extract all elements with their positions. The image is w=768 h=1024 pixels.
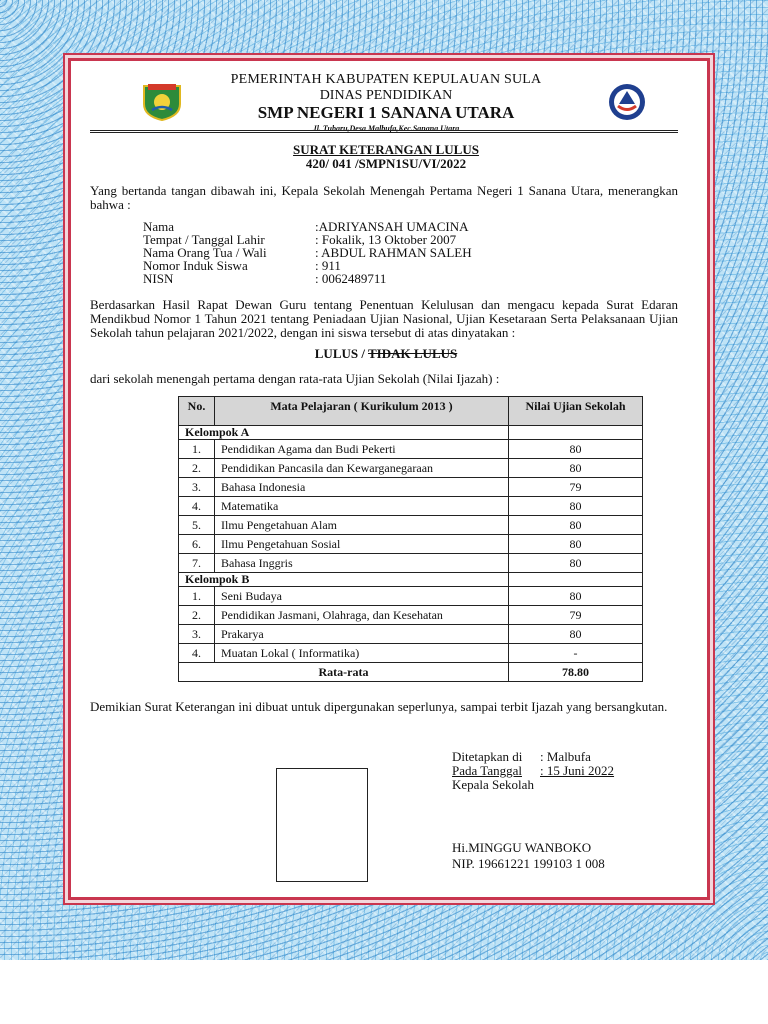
table-row (179, 516, 643, 535)
header-subject: Mata Pelajaran ( Kurikulum 2013 ) (215, 397, 509, 426)
table-row (179, 440, 643, 459)
row-subject: Bahasa Indonesia (215, 478, 509, 497)
closing-paragraph: Demikian Surat Keterangan ini dibuat untuk dipergunakan seperlunya, sampai terbit Ijazah yang bersangkutan. (90, 699, 668, 714)
letterhead (72, 72, 700, 135)
table-row (179, 497, 643, 516)
date-value: : 15 Juni 2022 (540, 763, 615, 778)
government-name: PEMERINTAH KABUPATEN KEPULAUAN SULA (230, 72, 542, 87)
row-no: 5. (179, 516, 215, 535)
table-header-row (179, 397, 643, 426)
average-intro: dari sekolah menengah pertama dengan rata-rata Ujian Sekolah (Nilai Ijazah) : (90, 371, 500, 386)
signer-role: Kepala Sekolah (452, 777, 534, 792)
row-subject: Pendidikan Agama dan Budi Pekerti (215, 440, 509, 459)
table-row (179, 606, 643, 625)
school-address: Jl. Tubaru,Desa Malbufa,Kec.Sanana Utara (312, 124, 460, 133)
row-subject: Pendidikan Pancasila dan Kewarganegaraan (215, 459, 509, 478)
row-score: 80 (509, 554, 643, 573)
row-no: 4. (179, 644, 215, 663)
identity-value: :ADRIYANSAH UMACINA (315, 219, 469, 234)
row-no: 2. (179, 606, 215, 625)
signer-name: Hi.MINGGU WANBOKO (452, 840, 592, 855)
identity-label: Nomor Induk Siswa (143, 258, 248, 273)
document-title (72, 143, 700, 171)
group-row (179, 573, 643, 587)
identity-label: Nama (143, 219, 175, 234)
place-label: Ditetapkan di (452, 749, 523, 764)
row-score: 80 (509, 516, 643, 535)
row-score: - (509, 644, 643, 663)
table-row (179, 625, 643, 644)
average-label: Rata-rata (179, 663, 509, 682)
place-row (452, 750, 614, 764)
table-row (179, 587, 643, 606)
status-fail: TIDAK LULUS (368, 346, 458, 361)
group-a-label: Kelompok A (179, 426, 509, 440)
row-score: 79 (509, 606, 643, 625)
row-no: 3. (179, 478, 215, 497)
school-name: SMP NEGERI 1 SANANA UTARA (257, 103, 515, 122)
row-subject: Seni Budaya (215, 587, 509, 606)
row-subject: Pendidikan Jasmani, Olahraga, dan Kesehatan (215, 606, 509, 625)
average-row (179, 663, 643, 682)
status-pass: LULUS (314, 346, 359, 361)
row-score: 80 (509, 440, 643, 459)
row-no: 1. (179, 440, 215, 459)
identity-row (143, 272, 472, 285)
header-no: No. (179, 397, 215, 426)
basis-paragraph: Berdasarkan Hasil Rapat Dewan Guru tentang Penentuan Kelulusan dan mengacu kepada Surat Edaran Mendikbud Nomor 1 Tahun 2021 tentang Peniadaan Ujian Nasional, Ujian Kesetaraan Serta Pelaksanaan Ujian Sekolah tahun pelajaran 2021/2022, dengan ini siswa tersebut di atas dinyatakan : (90, 297, 678, 340)
row-no: 7. (179, 554, 215, 573)
identity-row (143, 259, 472, 272)
group-a-empty (509, 426, 643, 440)
department-name: DINAS PENDIDIKAN (319, 88, 453, 103)
row-no: 1. (179, 587, 215, 606)
intro-paragraph: Yang bertanda tangan dibawah ini, Kepala Sekolah Menengah Pertama Negeri 1 Sanana Utara, menerangkan bahwa : (90, 183, 678, 212)
table-row (179, 459, 643, 478)
signature-block (452, 750, 614, 792)
graduation-status (72, 346, 700, 362)
place-value: : Malbufa (540, 749, 591, 764)
page-margin (0, 960, 768, 1024)
group-b-empty (509, 573, 643, 587)
identity-label: Nama Orang Tua / Wali (143, 245, 267, 260)
row-score: 79 (509, 478, 643, 497)
row-subject: Bahasa Inggris (215, 554, 509, 573)
table-row (179, 644, 643, 663)
identity-value: : 911 (315, 258, 341, 273)
group-b-label: Kelompok B (179, 573, 509, 587)
photo-placeholder (276, 768, 368, 882)
average-value: 78.80 (509, 663, 643, 682)
row-subject: Ilmu Pengetahuan Sosial (215, 535, 509, 554)
letter-heading: SURAT KETERANGAN LULUS (293, 142, 479, 157)
row-subject: Prakarya (215, 625, 509, 644)
letterhead-divider (90, 130, 678, 133)
row-subject: Matematika (215, 497, 509, 516)
table-row (179, 554, 643, 573)
grades-table (178, 396, 643, 682)
row-no: 4. (179, 497, 215, 516)
identity-label: NISN (143, 271, 174, 286)
identity-value: : 0062489711 (315, 271, 387, 286)
row-subject: Ilmu Pengetahuan Alam (215, 516, 509, 535)
letter-number: 420/ 041 /SMPN1SU/VI/2022 (305, 156, 467, 171)
signer-nip: NIP. 19661221 199103 1 008 (452, 856, 605, 871)
group-row (179, 426, 643, 440)
row-score: 80 (509, 459, 643, 478)
table-row (179, 535, 643, 554)
identity-value: : ABDUL RAHMAN SALEH (315, 245, 472, 260)
row-no: 6. (179, 535, 215, 554)
header-score: Nilai Ujian Sekolah (509, 397, 643, 426)
identity-value: : Fokalik, 13 Oktober 2007 (315, 232, 457, 247)
row-no: 2. (179, 459, 215, 478)
row-score: 80 (509, 587, 643, 606)
signer-info (452, 840, 605, 872)
identity-label: Tempat / Tanggal Lahir (143, 232, 265, 247)
row-score: 80 (509, 497, 643, 516)
row-no: 3. (179, 625, 215, 644)
row-score: 80 (509, 625, 643, 644)
date-label: Pada Tanggal (452, 763, 522, 778)
status-separator: / (358, 346, 369, 361)
date-row (452, 764, 614, 778)
row-subject: Muatan Lokal ( Informatika) (215, 644, 509, 663)
student-identity (143, 220, 472, 285)
table-row (179, 478, 643, 497)
row-score: 80 (509, 535, 643, 554)
